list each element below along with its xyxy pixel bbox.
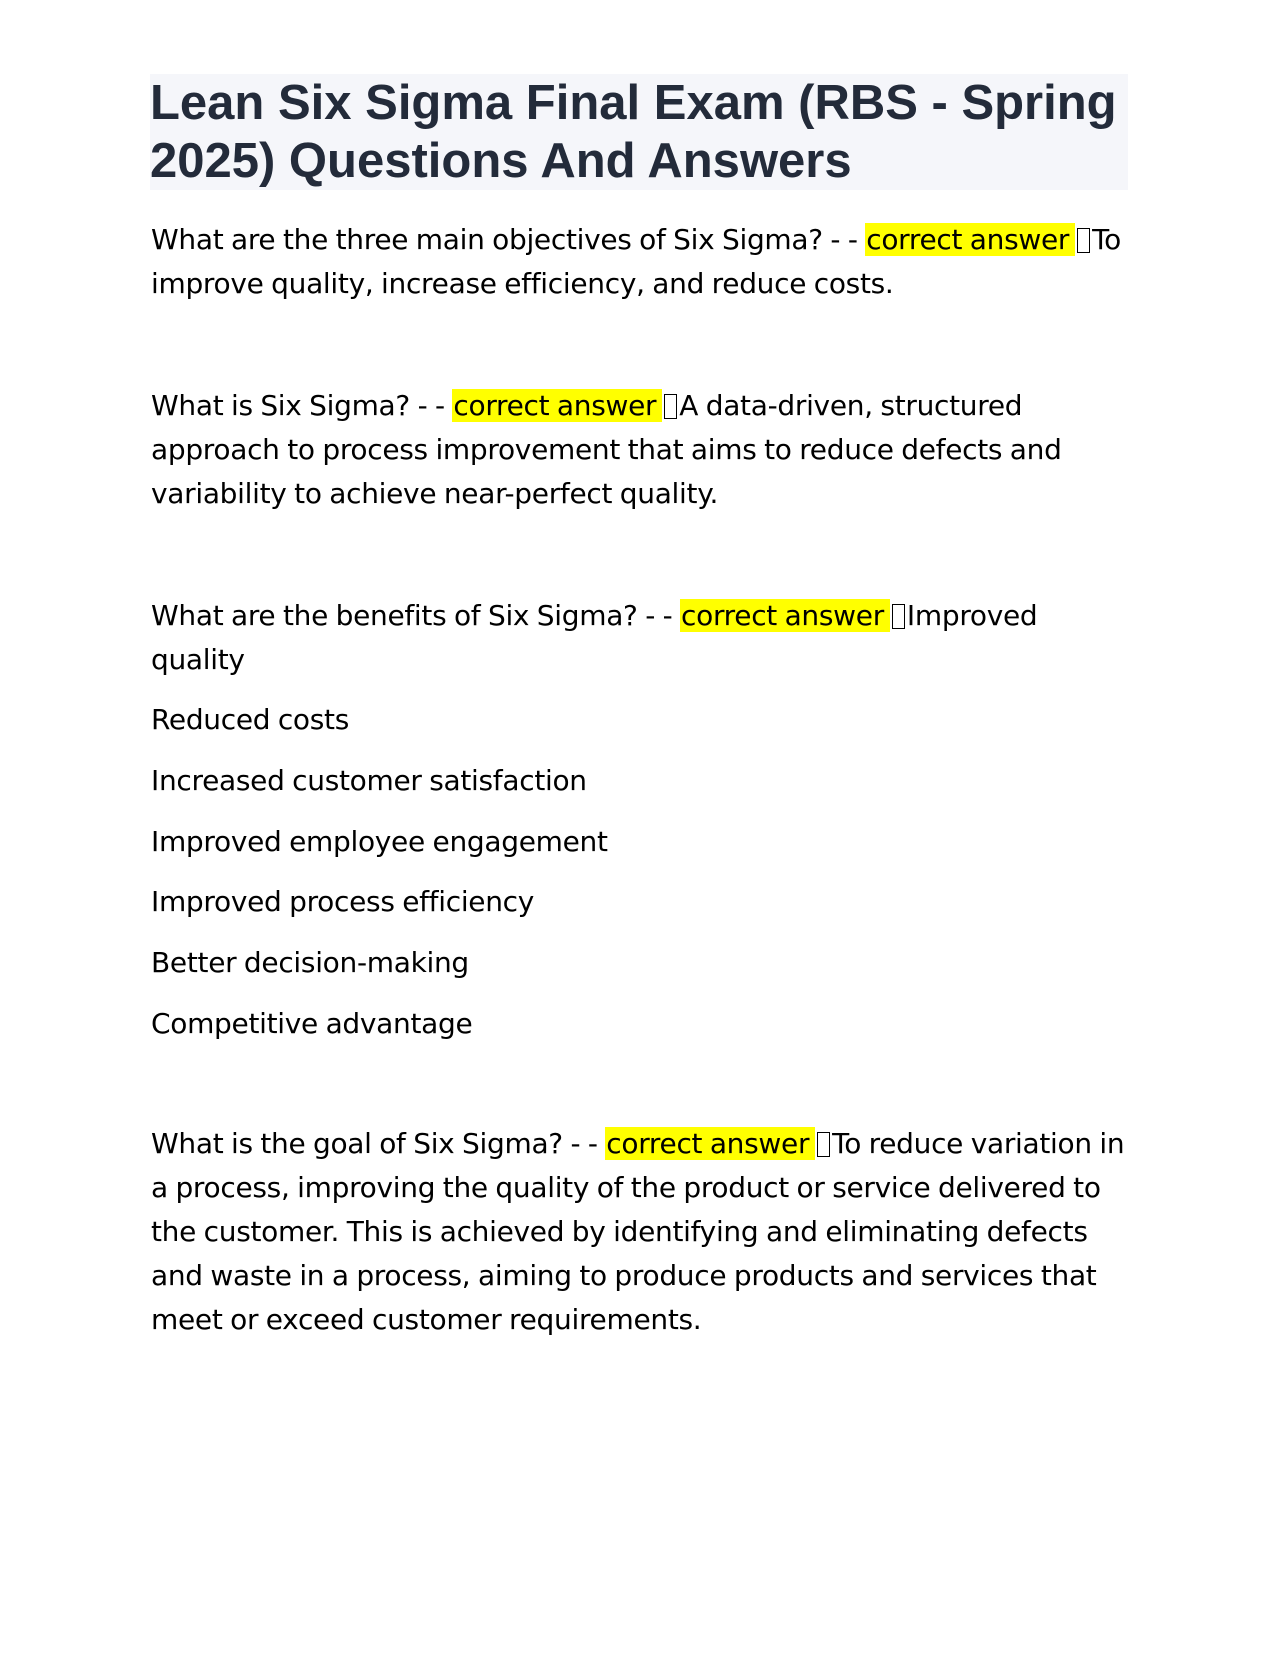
document-title: Lean Six Sigma Final Exam (RBS - Spring 2025) Questions And Answers	[150, 76, 1117, 188]
answer-list-item: Reduced costs	[151, 703, 350, 736]
answer-list-item: Improved process efficiency	[151, 885, 535, 918]
missing-glyph-icon	[1077, 228, 1090, 253]
missing-glyph-icon	[817, 1132, 830, 1157]
qa-item-2	[151, 384, 1131, 516]
answer-list-item: Competitive advantage	[151, 1007, 473, 1040]
qa-item-1	[151, 218, 1131, 306]
correct-answer-highlight: correct answer	[605, 1127, 815, 1160]
answer-list-item: Improved employee engagement	[151, 825, 608, 858]
answer-text: To reduce variation in a process, improving the quality of the product or service delivered to the customer. This is achieved by identifying and eliminating defects and waste in a process, aiming to produce products and services that meet or exceed customer requirements.	[151, 1127, 1125, 1336]
answer-text: Improved quality	[151, 599, 1038, 676]
question-text: What is Six Sigma? - -	[151, 389, 453, 422]
question-text: What are the benefits of Six Sigma? - -	[151, 599, 681, 632]
qa-item-4	[151, 1122, 1131, 1342]
answer-list-item: Better decision-making	[151, 946, 469, 979]
correct-answer-highlight: correct answer	[680, 599, 890, 632]
correct-answer-highlight: correct answer	[865, 223, 1075, 256]
answer-text: To improve quality, increase efficiency, and reduce costs.	[151, 223, 1121, 300]
correct-answer-highlight: correct answer	[452, 389, 662, 422]
missing-glyph-icon	[892, 604, 905, 629]
title-block	[150, 74, 1128, 190]
answer-list-item: Increased customer satisfaction	[151, 764, 587, 797]
missing-glyph-icon	[664, 394, 677, 419]
qa-item-3	[151, 594, 1051, 682]
answer-text: A data-driven, structured approach to process improvement that aims to reduce defects and variability to achieve near-perfect quality.	[151, 389, 1062, 510]
question-text: What are the three main objectives of Six Sigma? - -	[151, 223, 866, 256]
question-text: What is the goal of Six Sigma? - -	[151, 1127, 606, 1160]
